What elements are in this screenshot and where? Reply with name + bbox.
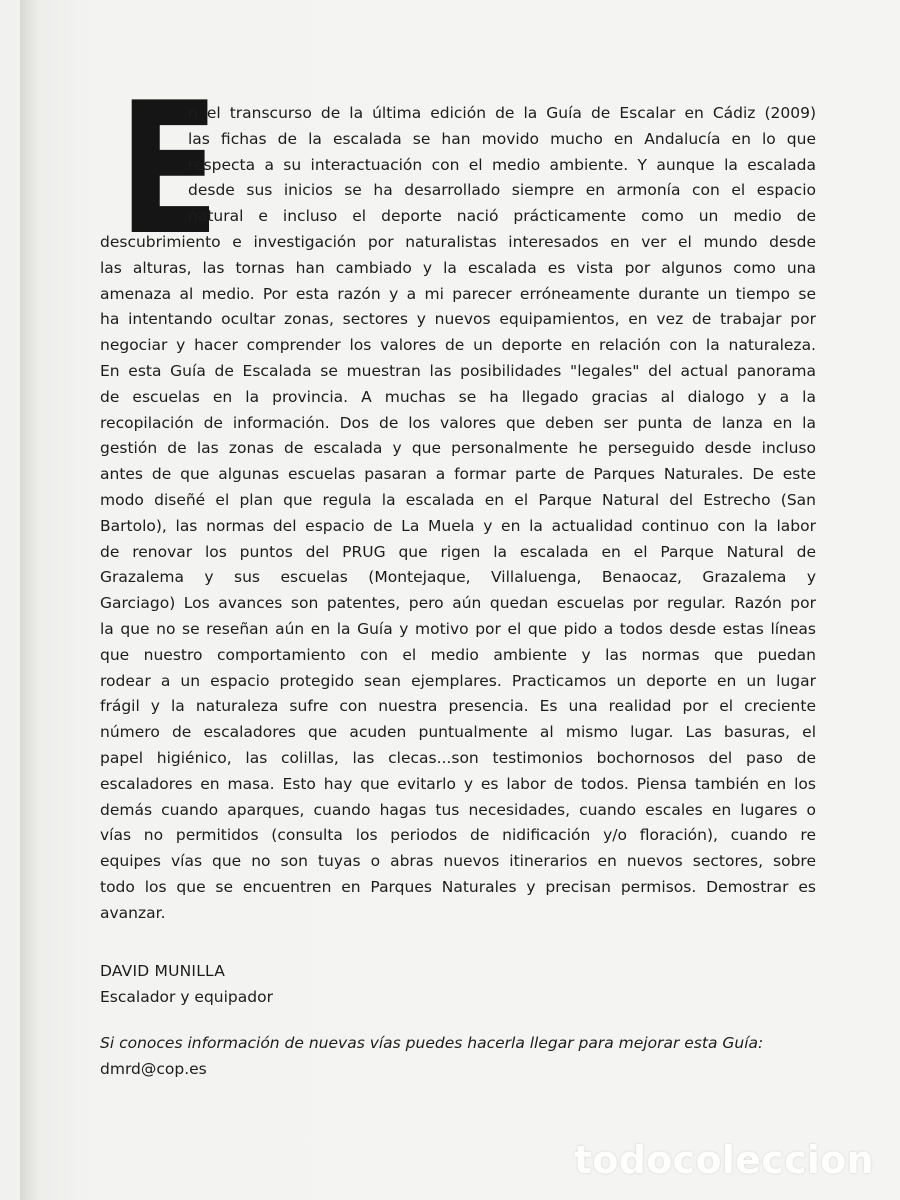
text-line: respecta a su interactuación con el medio ambiente. Y aunque la escalada [188, 155, 816, 174]
text-line: descubrimiento e investigación por naturalistas interesados en ver el mundo desde [100, 232, 816, 251]
contact-note-text: Si conoces información de nuevas vías puedes hacerla llegar para mejorar esta Guía: [100, 1034, 764, 1052]
text-line: equipes vías que no son tuyas o abras nuevos itinerarios en nuevos sectores, sobre [100, 852, 816, 871]
text-line: todo los que se encuentren en Parques Naturales y precisan permisos. Demostrar es [100, 877, 816, 896]
text-line: desde sus inicios se ha desarrollado siempre en armonía con el espacio [188, 181, 816, 200]
page-gutter-shadow [20, 0, 42, 1200]
drop-cap-letter: E [118, 63, 220, 275]
text-line: que nuestro comportamiento con el medio ambiente y las normas que puedan [100, 645, 816, 664]
text-line: las alturas, las tornas han cambiado y la escalada es vista por algunos como una [100, 258, 816, 277]
text-line: ha intentando ocultar zonas, sectores y nuevos equipamientos, en vez de trabajar por [100, 310, 816, 329]
author-role: Escalador y equipador [100, 987, 273, 1006]
article-body [100, 101, 816, 927]
text-line: vías no permitidos (consulta los periodos de nidificación y/o floración), cuando re [100, 826, 816, 845]
text-line: rodear a un espacio protegido sean ejemplares. Practicamos un deporte en un lugar [100, 671, 816, 690]
text-line: frágil y la naturaleza sufre con nuestra presencia. Es una realidad por el creciente [100, 697, 816, 716]
text-line: Garciago) Los avances son patentes, pero aún quedan escuelas por regular. Razón por [100, 594, 816, 613]
text-line: En esta Guía de Escalada se muestran las posibilidades "legales" del actual panorama [100, 361, 816, 380]
text-line: las fichas de la escalada se han movido mucho en Andalucía en lo que [188, 129, 816, 148]
author-name: DAVID MUNILLA [100, 962, 226, 980]
text-line: de escuelas en la provincia. A muchas se ha llegado gracias al dialogo y a la [100, 387, 816, 406]
contact-email: dmrd@cop.es [100, 1060, 207, 1078]
author-signature [100, 959, 273, 1011]
text-line: amenaza al medio. Por esta razón y a mi parecer erróneamente durante un tiempo se [100, 284, 816, 303]
contact-note [100, 1030, 763, 1082]
text-line: n el transcurso de la última edición de la Guía de Escalar en Cádiz (2009) [188, 104, 816, 122]
text-line: avanzar. [100, 903, 166, 922]
text-line: Grazalema y sus escuelas (Montejaque, Villaluenga, Benaocaz, Grazalema y [100, 568, 816, 587]
text-line: negociar y hacer comprender los valores de un deporte en relación con la naturaleza. [100, 336, 816, 355]
text-line: la que no se reseñan aún en la Guía y motivo por el que pido a todos desde estas líneas [100, 619, 816, 638]
text-line: Bartolo), las normas del espacio de La Muela y en la actualidad continuo con la labor [100, 516, 816, 535]
text-line: gestión de las zonas de escalada y que personalmente he perseguido desde incluso [100, 439, 816, 458]
text-line: escaladores en masa. Esto hay que evitarlo y es labor de todos. Piensa también en los [100, 774, 816, 793]
text-line: natural e incluso el deporte nació prácticamente como un medio de [188, 207, 816, 226]
text-line: de renovar los puntos del PRUG que rigen la escalada en el Parque Natural de [100, 542, 816, 561]
text-line: modo diseñé el plan que regula la escalada en el Parque Natural del Estrecho (San [100, 490, 816, 509]
text-line: recopilación de información. Dos de los valores que deben ser punta de lanza en la [100, 413, 816, 432]
watermark-logo: todocoleccion [573, 1138, 874, 1182]
text-line: número de escaladores que acuden puntualmente al mismo lugar. Las basuras, el [100, 723, 816, 742]
text-line: demás cuando aparques, cuando hagas tus necesidades, cuando escales en lugares o [100, 800, 816, 819]
text-line: papel higiénico, las colillas, las clecas...son testimonios bochornosos del paso de [100, 748, 816, 767]
text-line: antes de que algunas escuelas pasaran a formar parte de Parques Naturales. De este [100, 465, 816, 484]
